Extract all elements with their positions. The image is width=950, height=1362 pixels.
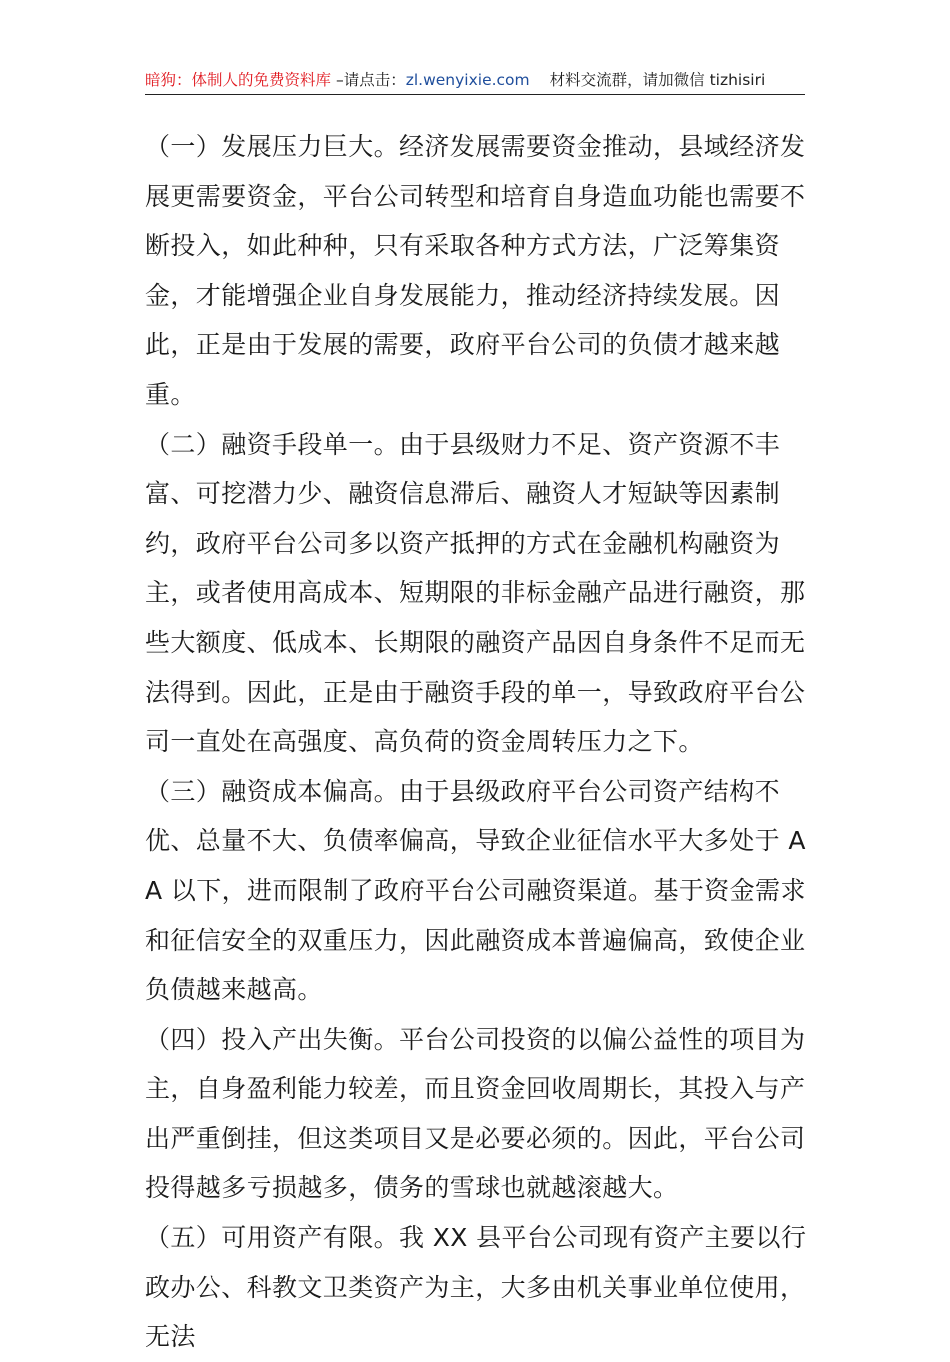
header-brand: 暗狗：体制人的免费资料库 bbox=[145, 71, 332, 89]
document-body bbox=[145, 122, 807, 1362]
paragraph-4: （四）投入产出失衡。平台公司投资的以偏公益性的项目为主，自身盈利能力较差，而且资金回收周期长，其投入与产出严重倒挂，但这类项目又是必要必须的。因此，平台公司投得越多亏损越多，债务的雪球也就越滚越大。 bbox=[145, 1024, 806, 1203]
header-group-note: 材料交流群，请加微信 tizhisiri bbox=[549, 71, 766, 89]
paragraph-2: （二）融资手段单一。由于县级财力不足、资产资源不丰富、可挖潜力少、融资信息滞后、融资人才短缺等因素制约，政府平台公司多以资产抵押的方式在金融机构融资为主，或者使用高成本、短期限的非标金融产品进行融资，那些大额度、低成本、长期限的融资产品因自身条件不足而无法得到。因此，正是由于融资手段的单一，导致政府平台公司一直处在高强度、高负荷的资金周转压力之下。 bbox=[145, 429, 806, 757]
page-header bbox=[145, 66, 805, 95]
header-prompt: –请点击： bbox=[331, 71, 406, 89]
paragraph-5: （五）可用资产有限。我 XX 县平台公司现有资产主要以行政办公、科教文卫类资产为主，大多由机关事业单位使用，无法 bbox=[145, 1223, 807, 1352]
paragraph-1: （一）发展压力巨大。经济发展需要资金推动，县域经济发展更需要资金，平台公司转型和培育自身造血功能也需要不断投入，如此种种，只有采取各种方式方法，广泛筹集资金，才能增强企业自身发展能力，推动经济持续发展。因此，正是由于发展的需要，政府平台公司的负债才越来越重。 bbox=[145, 132, 806, 409]
header-link[interactable]: zl.wenyixie.com bbox=[405, 71, 530, 89]
paragraph-3: （三）融资成本偏高。由于县级政府平台公司资产结构不优、总量不大、负债率偏高，导致企业征信水平大多处于 AA 以下，进而限制了政府平台公司融资渠道。基于资金需求和征信安全的双重压力，因此融资成本普遍偏高，致使企业负债越来越高。 bbox=[145, 776, 806, 1005]
